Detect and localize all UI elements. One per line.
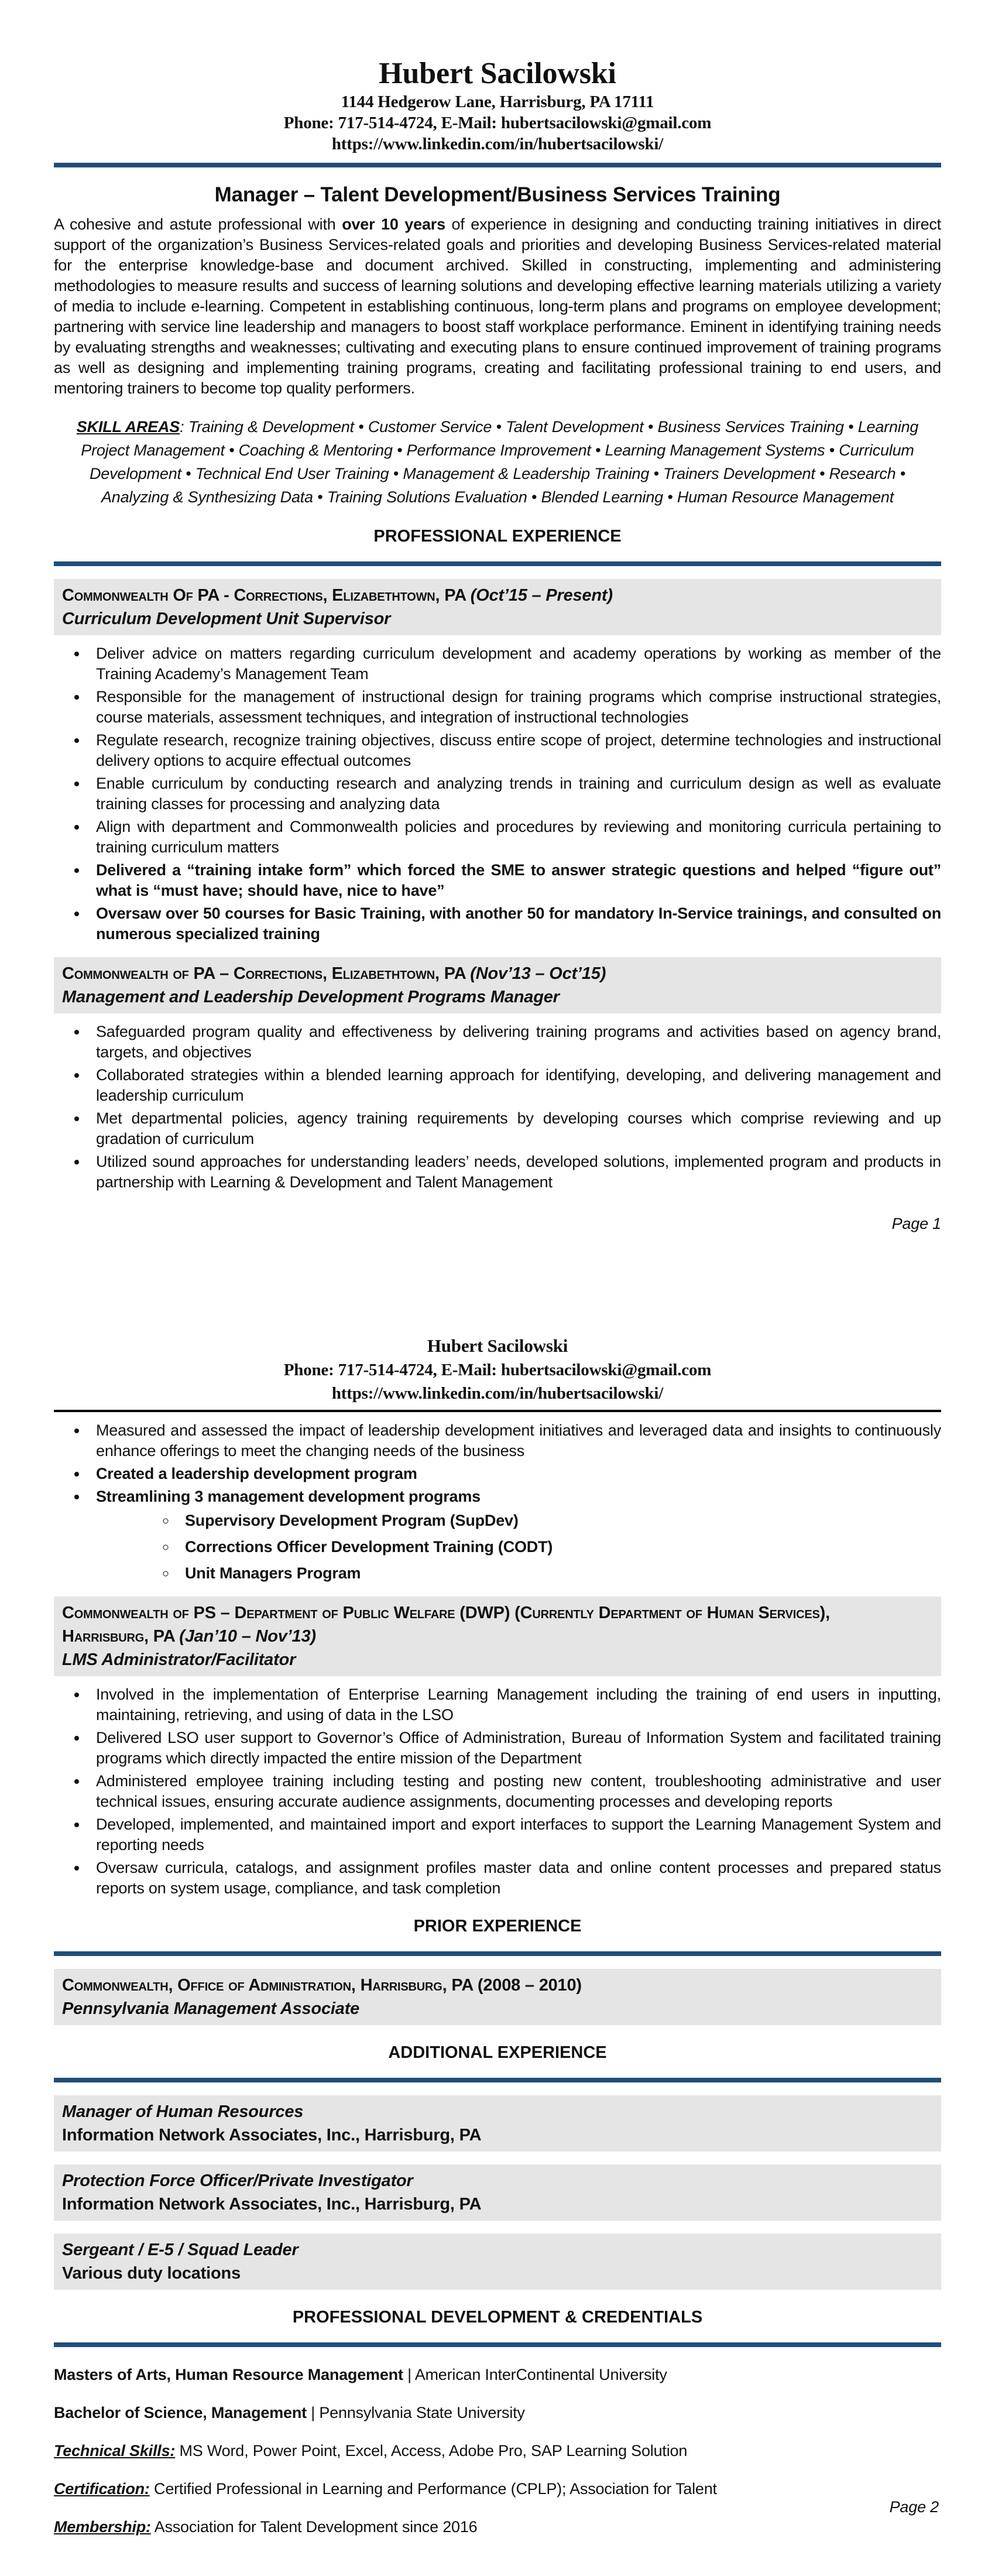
skill-areas-list: Training & Development • Customer Service • Talent Development • Business Services Training • Learning Project Management • Coaching & Mentoring • Performance Improvement • Learning Management Systems • Curriculum Development • Technical End User Training • Management & Leadership Training • Trainers Development • Research • Analyzing & Synthesizing Data • Training Solutions Evaluation • Blended Learning • Human Resource Management [81, 418, 919, 506]
skill-areas-colon: : [180, 418, 188, 436]
experience-bullet: • Oversaw curricula, catalogs, and assignment profiles master data and online content processes and prepared status reports on system usage, compliance, and task completion [88, 1858, 941, 1899]
credential-row [54, 2365, 941, 2385]
prior-job-company: Commonwealth, Office of Administration, Harrisburg, PA [62, 1976, 478, 1995]
resume-name: Hubert Sacilowski [379, 57, 616, 90]
experience-bullet: • Responsible for the management of instructional design for training programs which comprise instructional strategies, course materials, assessment techniques, and integration of instructional technologies [88, 687, 941, 728]
experience-bullet: • Measured and assessed the impact of leadership development initiatives and leveraged data and insights to continuously enhance offerings to meet the changing needs of the business [88, 1420, 941, 1461]
skill-areas-label: SKILL AREAS [76, 418, 180, 436]
summary-paragraph [54, 214, 941, 399]
additional-job-org: Various duty locations [62, 2264, 241, 2283]
job2-bullet-list [54, 1022, 941, 1193]
credential-label: Membership: [54, 2518, 151, 2536]
prior-job-dates: (2008 – 2010) [477, 1976, 582, 1995]
job3-company-line1: Commonwealth of PS – Department of Public Welfare (DWP) (Currently Department of Human Services), [62, 1604, 830, 1622]
additional-job-bar [54, 2234, 941, 2290]
credential-label: Technical Skills: [54, 2442, 176, 2459]
credential-degree: Bachelor of Science, Management [54, 2404, 307, 2421]
section-divider-line [54, 2342, 941, 2347]
additional-job-org: Information Network Associates, Inc., Harrisburg, PA [62, 2195, 482, 2214]
program-sub-bullet: ◦ Supervisory Development Program (SupDev) [177, 1510, 941, 1531]
job3-title: LMS Administrator/Facilitator [62, 1650, 296, 1669]
additional-job-bar [54, 2164, 941, 2221]
skill-areas [54, 415, 941, 509]
section-divider-line [54, 561, 941, 566]
job3-company-line2: Harrisburg, PA [62, 1627, 180, 1646]
phone-email-line-page2: Phone: 717-514-4724, E-Mail: hubertsacilowski@gmail.com [283, 1361, 712, 1379]
linkedin-url-page2: https://www.linkedin.com/in/hubertsacilowski/ [331, 1384, 664, 1403]
page2-footer: Page 2 [889, 2498, 939, 2516]
job3-dates: (Jan’10 – Nov’13) [179, 1627, 316, 1646]
credential-degree: Masters of Arts, Human Resource Management [54, 2366, 403, 2383]
credential-value: Association for Talent Development since 2016 [150, 2518, 478, 2536]
job1-company: Commonwealth Of PA - Corrections, Elizabethtown, PA [62, 586, 471, 605]
program-sub-bullet: ◦ Unit Managers Program [177, 1563, 941, 1584]
credential-value: | Pennsylvania State University [306, 2404, 525, 2421]
resume-title: Manager – Talent Development/Business Services Training [214, 183, 781, 206]
additional-job-title: Sergeant / E-5 / Squad Leader [62, 2241, 298, 2259]
section-heading-credentials: PROFESSIONAL DEVELOPMENT & CREDENTIALS [292, 2308, 703, 2327]
job3-header-bar [54, 1597, 941, 1676]
job2-continued-bullet-list [54, 1420, 941, 1584]
experience-bullet: • Safeguarded program quality and effectiveness by delivering training programs and activities based on agency brand, targets, and objectives [88, 1022, 941, 1063]
job2-header-bar [54, 957, 941, 1013]
credential-row [54, 2479, 941, 2499]
experience-bullet: • Enable curriculum by conducting research and analyzing trends in training and curriculum design as well as evaluate training classes for processing and analyzing data [88, 773, 941, 814]
experience-bullet: • Delivered LSO user support to Governor’s Office of Administration, Bureau of Information System and facilitated training programs which directly impacted the entire mission of the Department [88, 1728, 941, 1769]
job1-bullet-list [54, 643, 941, 944]
experience-bullet-bold: • Delivered a “training intake form” which forced the SME to answer strategic questions and helped “figure out” what is “must have; should have, nice to have” [88, 860, 941, 901]
experience-bullet: • Align with department and Commonwealth policies and procedures by reviewing and monitoring curricula pertaining to training curriculum matters [88, 817, 941, 858]
experience-bullet-bold: • Oversaw over 50 courses for Basic Training, with another 50 for mandatory In-Service trainings, and consulted on numerous specialized training [88, 903, 941, 944]
page1-header [54, 0, 941, 167]
linkedin-url: https://www.linkedin.com/in/hubertsacilowski/ [331, 135, 664, 153]
job1-header-bar [54, 579, 941, 635]
prior-job-title: Pennsylvania Management Associate [62, 1999, 360, 2018]
experience-bullet: • Administered employee training including testing and posting new content, troubleshooting administrative and user technical issues, ensuring accurate audience assignments, documenting processes and developing reports [88, 1771, 941, 1812]
credential-row [54, 2441, 941, 2461]
prior-job-bar [54, 1969, 941, 2025]
page1-footer: Page 1 [891, 1215, 941, 1232]
job1-title: Curriculum Development Unit Supervisor [62, 609, 391, 628]
credential-value: Certified Professional in Learning and Performance (CPLP); Association for Talent [149, 2480, 717, 2498]
resume-name-page2: Hubert Sacilowski [427, 1335, 568, 1356]
additional-job-bar [54, 2095, 941, 2152]
section-divider-line [54, 1951, 941, 1956]
additional-job-title: Protection Force Officer/Private Investigator [62, 2171, 413, 2190]
additional-job-org: Information Network Associates, Inc., Harrisburg, PA [62, 2126, 482, 2145]
section-divider-line [54, 2078, 941, 2082]
credential-row [54, 2517, 941, 2537]
job2-dates: (Nov’13 – Oct’15) [470, 964, 606, 983]
section-heading-professional-experience: PROFESSIONAL EXPERIENCE [373, 527, 622, 546]
section-heading-prior-experience: PRIOR EXPERIENCE [413, 1917, 582, 1936]
experience-bullet: • Met departmental policies, agency training requirements by developing courses which comprise reviewing and up gradation of curriculum [88, 1108, 941, 1149]
experience-bullet: • Regulate research, recognize training objectives, discuss entire scope of project, determine technologies and instructional delivery options to acquire effectual outcomes [88, 730, 941, 771]
program-sub-bullet-list [88, 1510, 941, 1584]
section-heading-additional-experience: ADDITIONAL EXPERIENCE [388, 2043, 607, 2062]
address-line: 1144 Hedgerow Lane, Harrisburg, PA 17111 [341, 93, 654, 111]
experience-bullet-bold: • Streamlining 3 management development programs [88, 1486, 941, 1507]
summary-text-post: of experience in designing and conducting training initiatives in direct support of the organization’s Business Services-related goals and priorities and developing Business Services-related material for the enterprise knowledge-base and document archived. Skilled in constructing, implementing and administering methodologies to measure results and success of learning solutions and developing effective learning materials utilizing a variety of media to include e-learning. Competent in establishing continuous, long-term plans and programs on employee development; partnering with service line leadership and managers to boost staff workplace performance. Eminent in identifying training needs by evaluating strengths and weaknesses; cultivating and executing plans to ensure continued improvement of training programs as well as designing and implementing training programs, creating and facilitating professional training to end users, and mentoring trainers to become top quality performers. [54, 215, 941, 397]
credential-value: MS Word, Power Point, Excel, Access, Adobe Pro, SAP Learning Solution [175, 2442, 688, 2459]
job2-company: Commonwealth of PA – Corrections, Elizabethtown, PA [62, 964, 471, 983]
experience-bullet: • Deliver advice on matters regarding curriculum development and academy operations by working as member of the Training Academy’s Management Team [88, 643, 941, 684]
summary-text-pre: A cohesive and astute professional with [54, 215, 342, 233]
credential-row [54, 2403, 941, 2423]
phone-email-line: Phone: 717-514-4724, E-Mail: hubertsacilowski@gmail.com [283, 114, 712, 132]
experience-bullet: • Utilized sound approaches for understanding leaders’ needs, developed solutions, implemented program and products in partnership with Learning & Development and Talent Management [88, 1152, 941, 1193]
credential-value: | American InterContinental University [403, 2366, 667, 2383]
job1-dates: (Oct’15 – Present) [470, 586, 613, 605]
experience-bullet: • Developed, implemented, and maintained import and export interfaces to support the Learning Management System and reporting needs [88, 1814, 941, 1855]
summary-bold-years: over 10 years [342, 215, 445, 233]
experience-bullet: • Involved in the implementation of Enterprise Learning Management including the training of end users in inputting, maintaining, retrieving, and using of data in the LSO [88, 1684, 941, 1725]
experience-bullet: • Collaborated strategies within a blended learning approach for identifying, developing, and delivering management and leadership curriculum [88, 1065, 941, 1106]
job2-title: Management and Leadership Development Programs Manager [62, 988, 560, 1006]
job3-bullet-list [54, 1684, 941, 1899]
page2-header [54, 1334, 941, 1412]
credential-label: Certification: [54, 2480, 150, 2498]
experience-bullet-bold: • Created a leadership development program [88, 1464, 941, 1484]
additional-job-title: Manager of Human Resources [62, 2102, 304, 2121]
program-sub-bullet: ◦ Corrections Officer Development Training (CODT) [177, 1537, 941, 1557]
